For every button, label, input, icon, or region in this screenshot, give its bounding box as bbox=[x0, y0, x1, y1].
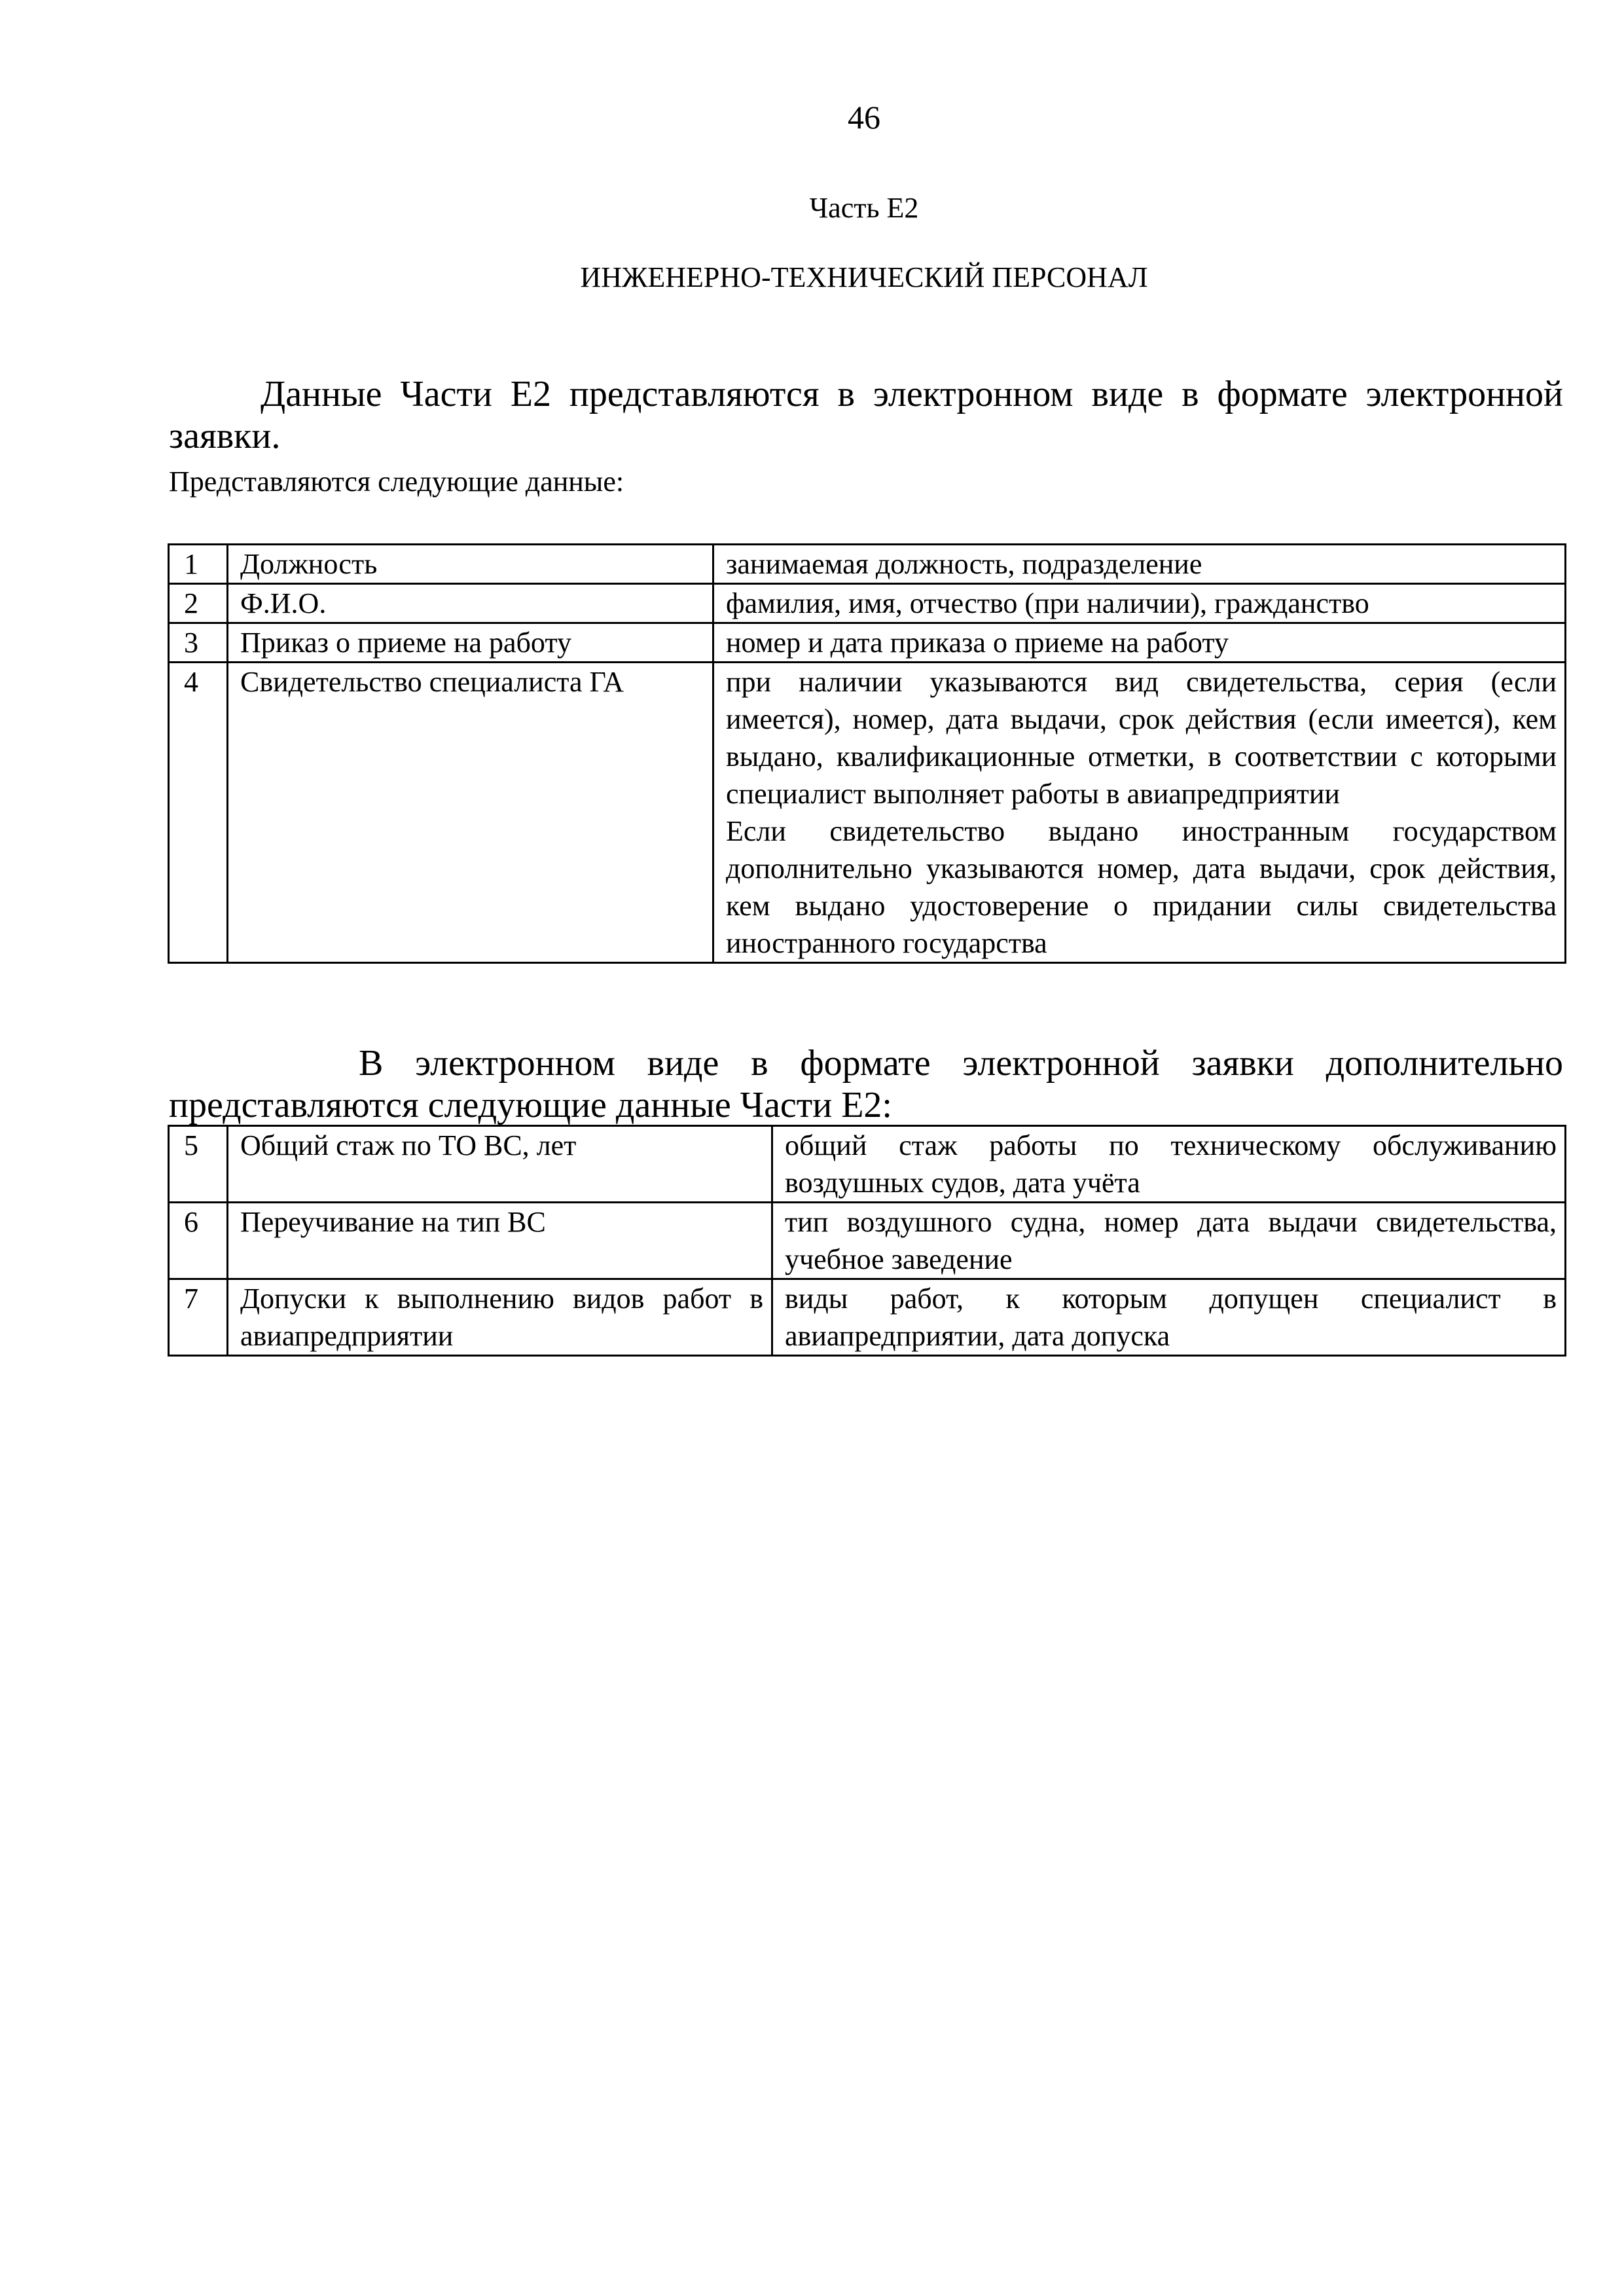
field-name: Ф.И.О. bbox=[228, 584, 713, 623]
row-number: 1 bbox=[169, 545, 228, 584]
row-number: 5 bbox=[169, 1126, 228, 1203]
row-number: 7 bbox=[169, 1279, 228, 1356]
field-name: Приказ о приеме на работу bbox=[228, 623, 713, 663]
field-description: номер и дата приказа о приеме на работу bbox=[713, 623, 1566, 663]
field-name: Допуски к выполнению видов работ в авиапредприятии bbox=[228, 1279, 772, 1356]
field-description-cell bbox=[713, 663, 1566, 963]
field-name: Свидетельство специалиста ГА bbox=[228, 663, 713, 963]
row-number: 2 bbox=[169, 584, 228, 623]
page-number: 46 bbox=[848, 99, 880, 136]
table-row bbox=[169, 1126, 1566, 1203]
row-number: 4 bbox=[169, 663, 228, 963]
field-description: фамилия, имя, отчество (при наличии), гражданство bbox=[713, 584, 1566, 623]
field-description: виды работ, к которым допущен специалист в авиапредприятии, дата допуска bbox=[772, 1279, 1566, 1356]
table-row bbox=[169, 1203, 1566, 1279]
field-name: Общий стаж по ТО ВС, лет bbox=[228, 1126, 772, 1203]
part-title: Часть Е2 bbox=[809, 192, 919, 224]
field-name: Переучивание на тип ВС bbox=[228, 1203, 772, 1279]
field-description-extra: Если свидетельство выдано иностранным государством дополнительно указываются номер, дата выдачи, срок действия, кем выдано удостоверение о придании силы свидетельства иностранного государства bbox=[726, 815, 1557, 959]
field-description: тип воздушного судна, номер дата выдачи свидетельства, учебное заведение bbox=[772, 1203, 1566, 1279]
intro-paragraph: Данные Части Е2 представляются в электронном виде в формате электронной заявки. bbox=[169, 374, 1563, 456]
field-description: при наличии указываются вид свидетельства, серия (если имеется), номер, дата выдачи, срок действия (если имеется), кем выдано, квалификационные отметки, в соответствии с которыми специалист выполняет работы в авиапредприятии bbox=[726, 666, 1557, 810]
row-number: 3 bbox=[169, 623, 228, 663]
table-row bbox=[169, 584, 1566, 623]
data-table-additional bbox=[168, 1125, 1566, 1357]
data-table-main bbox=[168, 543, 1566, 964]
field-description: занимаемая должность, подразделение bbox=[713, 545, 1566, 584]
field-description: общий стаж работы по техническому обслуживанию воздушных судов, дата учёта bbox=[772, 1126, 1566, 1203]
section-heading: ИНЖЕНЕРНО-ТЕХНИЧЕСКИЙ ПЕРСОНАЛ bbox=[580, 261, 1148, 293]
intro-subtext: Представляются следующие данные: bbox=[169, 465, 624, 498]
table-row bbox=[169, 1279, 1566, 1356]
table-row bbox=[169, 623, 1566, 663]
table-row bbox=[169, 663, 1566, 963]
row-number: 6 bbox=[169, 1203, 228, 1279]
additional-paragraph: В электронном виде в формате электронной заявки дополнительно представляются следующие данные Части Е2: bbox=[169, 1043, 1563, 1125]
table-row bbox=[169, 545, 1566, 584]
field-name: Должность bbox=[228, 545, 713, 584]
